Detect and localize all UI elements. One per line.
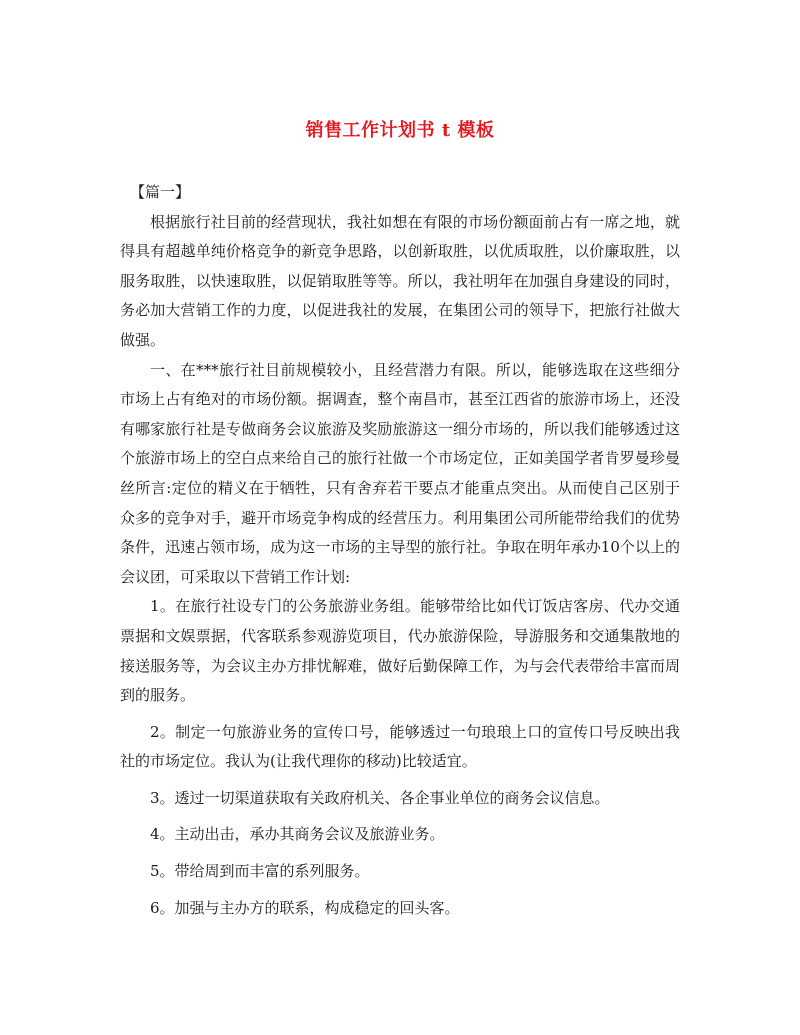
list-item: 6。加强与主办方的联系，构成稳定的回头客。 — [150, 898, 460, 917]
list-item: 2。制定一句旅游业务的宣传口号，能够透过一句琅琅上口的宣传口号反映出我社的市场定位。我认为(让我代理你的移动)比较适宜。 — [120, 722, 680, 771]
list-item: 1。在旅行社设专门的公务旅游业务组。能够带给比如代订饭店客房、代办交通票据和文娱票据，代客联系参观游览项目，代办旅游保险，导游服务和交通集散地的接送服务等，为会议主办方排忧解难，做好后勤保障工作，为与会代表带给丰富而周到的服务。 — [120, 597, 680, 705]
list-item: 4。主动出击，承办其商务会议及旅游业务。 — [150, 825, 445, 844]
document-body — [120, 178, 680, 923]
intro-paragraph: 根据旅行社目前的经营现状，我社如想在有限的市场份额面前占有一席之地，就得具有超越单纯价格竞争的新竞争思路，以创新取胜，以优质取胜，以价廉取胜，以服务取胜，以快速取胜，以促销取胜等等。所以，我社明年在加强自身建设的同时，务必加大营销工作的力度，以促进我社的发展，在集团公司的领导下，把旅行社做大做强。 — [120, 212, 680, 349]
list-item: 5。带给周到而丰富的系列服务。 — [150, 862, 370, 881]
document-title: 销售工作计划书 t 模板 — [305, 120, 495, 141]
section-label: 【篇一】 — [130, 183, 191, 201]
part-one-paragraph: 一、在***旅行社目前规模较小，且经营潜力有限。所以，能够选取在这些细分市场上占有绝对的市场份额。据调查，整个南昌市，甚至江西省的旅游市场上，还没有哪家旅行社是专做商务会议旅游及奖励旅游这一细分市场的，所以我们能够透过这个旅游市场上的空白点来给自己的旅行社做一个市场定位，正如美国学者肯罗曼珍曼丝所言:定位的精义在于牺牲，只有舍弃若干要点才能重点突出。从而使自己区别于众多的竞争对手，避开市场竞争构成的经营压力。利用集团公司所能带给我们的优势条件，迅速占领市场，成为这一市场的主导型的旅行社。争取在明年承办10个以上的会议团，可采取以下营销工作计划: — [120, 360, 680, 586]
list-item: 3。透过一切渠道获取有关政府机关、各企事业单位的商务会议信息。 — [150, 788, 610, 807]
